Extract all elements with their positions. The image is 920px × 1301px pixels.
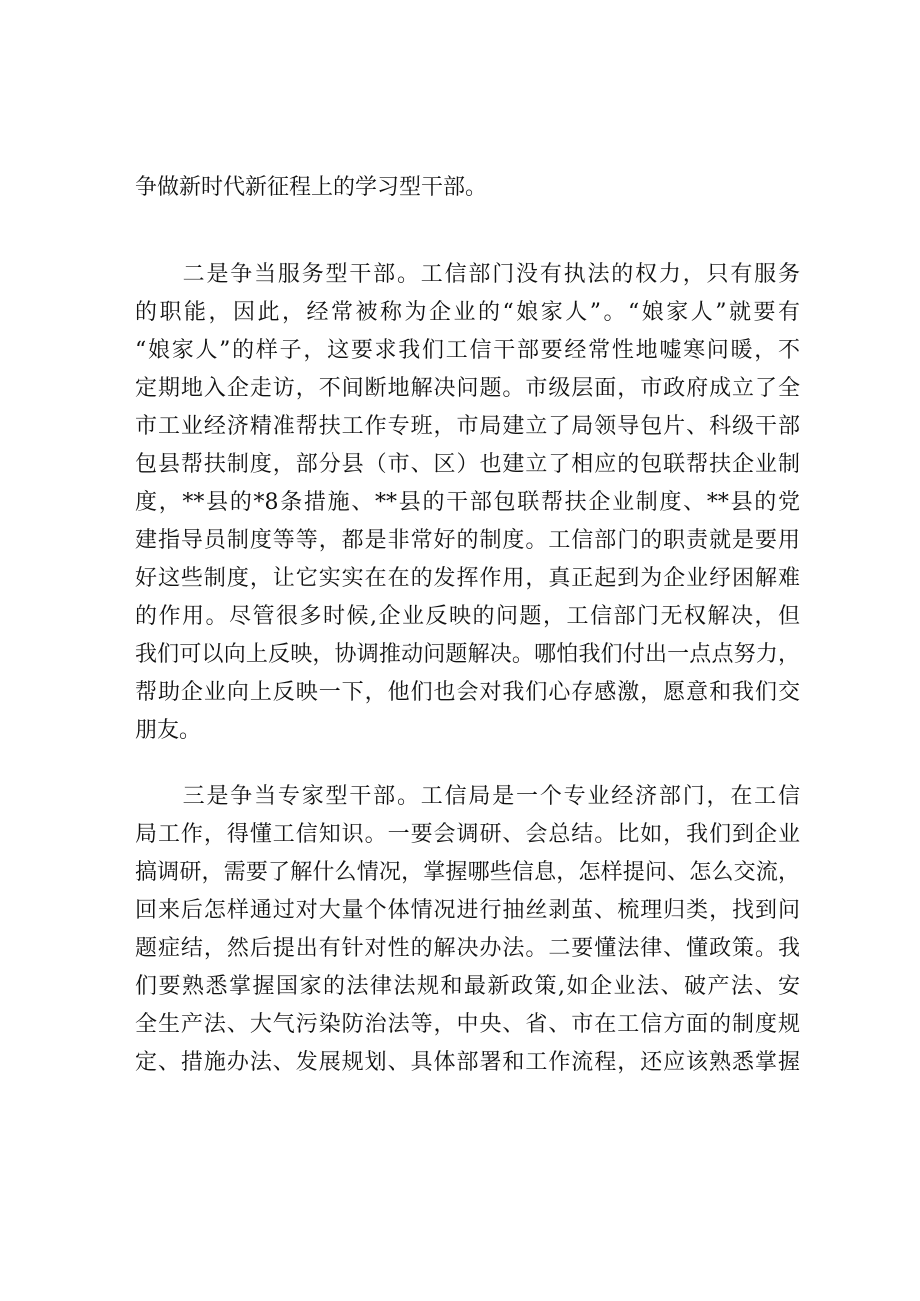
paragraph-line: 回来后怎样通过对大量个体情况进行抽丝剥茧、梳理归类，找到问 [135,898,800,923]
paragraph-line: 们要熟悉掌握国家的法律法规和最新政策,如企业法、破产法、安 [135,974,800,999]
paragraph-3 [135,778,800,1082]
paragraph-line: 包县帮扶制度，部分县（市、区）也建立了相应的包联帮扶企业制 [135,452,800,477]
paragraph-line: 的作用。尽管很多时候,企业反映的问题，工信部门无权解决，但 [135,604,800,629]
paragraph-line: 全生产法、大气污染防治法等，中央、省、市在工信方面的制度规 [135,1012,800,1037]
paragraph-line: 定期地入企走访，不间断地解决问题。市级层面，市政府成立了全 [135,376,800,401]
paragraph-line: 好这些制度，让它实实在在的发挥作用，真正起到为企业纾困解难 [135,566,800,591]
paragraph-line: 题症结，然后提出有针对性的解决办法。二要懂法律、懂政策。我 [135,936,800,961]
paragraph-line: 搞调研，需要了解什么情况，掌握哪些信息，怎样提问、怎么交流， [135,860,800,885]
paragraph-line: 朋友。 [135,718,202,743]
paragraph-line: 局工作，得懂工信知识。一要会调研、会总结。比如，我们到企业 [135,822,800,847]
paragraph-line: 定、措施办法、发展规划、具体部署和工作流程，还应该熟悉掌握 [135,1050,800,1075]
paragraph-line: 市工业经济精准帮扶工作专班，市局建立了局领导包片、科级干部 [135,414,800,439]
paragraph-1 [135,169,800,207]
paragraph-line: “娘家人”的样子，这要求我们工信干部要经常性地嘘寒问暖，不 [135,338,800,363]
paragraph-line: 帮助企业向上反映一下，他们也会对我们心存感激，愿意和我们交 [135,680,800,705]
paragraph-line: 的职能，因此，经常被称为企业的“娘家人”。“娘家人”就要有 [135,300,800,325]
paragraph-line: 度，**县的*8条措施、**县的干部包联帮扶企业制度、**县的党 [135,490,800,515]
paragraph-line: 建指导员制度等等，都是非常好的制度。工信部门的职责就是要用 [135,528,800,553]
paragraph-line: 争做新时代新征程上的学习型干部。 [135,175,488,200]
paragraph-line: 二是争当服务型干部。工信部门没有执法的权力，只有服务 [135,262,800,287]
paragraph-line: 我们可以向上反映，协调推动问题解决。哪怕我们付出一点点努力， [135,642,800,667]
paragraph-line: 三是争当专家型干部。工信局是一个专业经济部门，在工信 [135,784,800,809]
paragraph-2 [135,256,800,750]
